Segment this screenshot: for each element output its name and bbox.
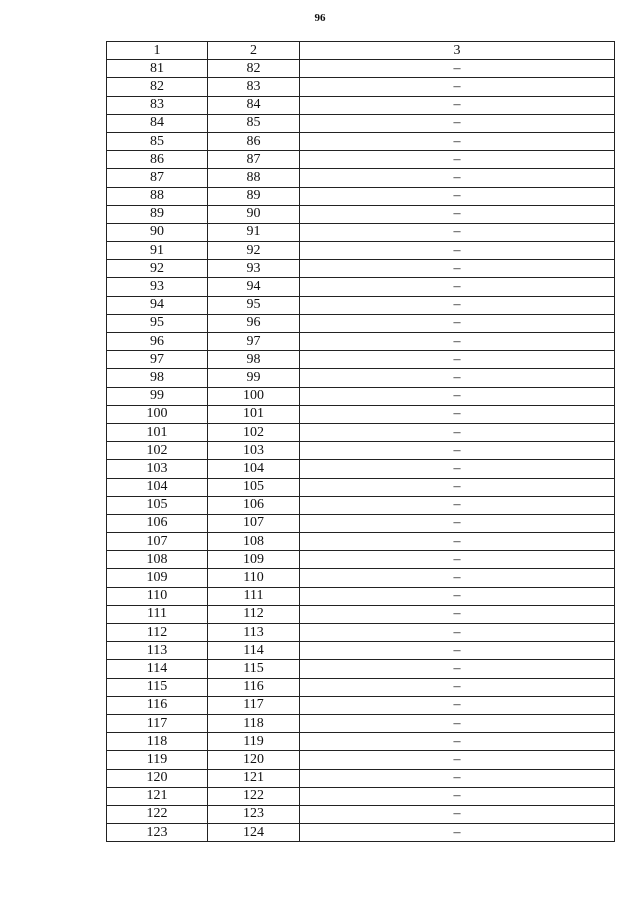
table-cell-col-3: – (300, 187, 615, 205)
table-row (107, 751, 615, 769)
table-row (107, 423, 615, 441)
table-cell-col-3: – (300, 460, 615, 478)
table-row (107, 660, 615, 678)
table-cell-col-2: 114 (208, 642, 300, 660)
table-cell-col-1: 96 (107, 333, 208, 351)
table-cell-col-3: – (300, 169, 615, 187)
table-cell-col-3: – (300, 769, 615, 787)
table-cell-col-1: 110 (107, 587, 208, 605)
table-cell-col-1: 88 (107, 187, 208, 205)
table-cell-col-2: 83 (208, 78, 300, 96)
table-cell-col-1: 89 (107, 205, 208, 223)
table-cell-col-2: 95 (208, 296, 300, 314)
table-cell-col-2: 108 (208, 533, 300, 551)
data-table (106, 41, 615, 842)
table-cell-col-2: 87 (208, 151, 300, 169)
table-cell-col-2: 113 (208, 624, 300, 642)
table-cell-col-1: 104 (107, 478, 208, 496)
table-row (107, 569, 615, 587)
table-cell-col-2: 98 (208, 351, 300, 369)
table-cell-col-1: 121 (107, 787, 208, 805)
table-cell-col-1: 109 (107, 569, 208, 587)
table-cell-col-2: 102 (208, 423, 300, 441)
table-row (107, 733, 615, 751)
table-cell-col-2: 94 (208, 278, 300, 296)
table-cell-col-2: 90 (208, 205, 300, 223)
table-cell-col-3: – (300, 514, 615, 532)
table-cell-col-2: 116 (208, 678, 300, 696)
table-cell-col-1: 107 (107, 533, 208, 551)
table-row (107, 787, 615, 805)
table-cell-col-3: – (300, 496, 615, 514)
table-row (107, 478, 615, 496)
table-cell-col-1: 83 (107, 96, 208, 114)
table-cell-col-1: 86 (107, 151, 208, 169)
table-cell-col-1: 111 (107, 605, 208, 623)
table-row (107, 314, 615, 332)
table-cell-col-3: – (300, 551, 615, 569)
table-cell-col-3: – (300, 96, 615, 114)
table-row (107, 114, 615, 132)
table-cell-col-3: – (300, 369, 615, 387)
table-row (107, 387, 615, 405)
table-cell-col-2: 107 (208, 514, 300, 532)
table-cell-col-3: – (300, 569, 615, 587)
table-cell-col-3: – (300, 151, 615, 169)
table-cell-col-2: 110 (208, 569, 300, 587)
table-cell-col-1: 101 (107, 423, 208, 441)
table-cell-col-3: – (300, 642, 615, 660)
table-cell-col-1: 118 (107, 733, 208, 751)
table-cell-col-3: – (300, 714, 615, 732)
table-row (107, 642, 615, 660)
table-cell-col-2: 82 (208, 60, 300, 78)
table-row (107, 278, 615, 296)
table-row (107, 769, 615, 787)
column-header-3: 3 (300, 42, 615, 60)
table-cell-col-2: 99 (208, 369, 300, 387)
table-cell-col-2: 104 (208, 460, 300, 478)
table-cell-col-1: 99 (107, 387, 208, 405)
table-cell-col-1: 92 (107, 260, 208, 278)
table-body (107, 60, 615, 842)
table-cell-col-1: 108 (107, 551, 208, 569)
table-cell-col-3: – (300, 478, 615, 496)
table-cell-col-1: 85 (107, 132, 208, 150)
table-row (107, 242, 615, 260)
table-cell-col-1: 103 (107, 460, 208, 478)
table-cell-col-3: – (300, 132, 615, 150)
table-row (107, 151, 615, 169)
table-row (107, 824, 615, 842)
table-cell-col-2: 123 (208, 805, 300, 823)
table-cell-col-3: – (300, 678, 615, 696)
table-cell-col-1: 95 (107, 314, 208, 332)
table-cell-col-1: 82 (107, 78, 208, 96)
table-cell-col-1: 81 (107, 60, 208, 78)
table-cell-col-2: 117 (208, 696, 300, 714)
table-cell-col-3: – (300, 78, 615, 96)
table-cell-col-3: – (300, 60, 615, 78)
table-cell-col-1: 100 (107, 405, 208, 423)
table-row (107, 496, 615, 514)
column-header-1: 1 (107, 42, 208, 60)
table-cell-col-3: – (300, 624, 615, 642)
table-cell-col-1: 119 (107, 751, 208, 769)
table-cell-col-2: 88 (208, 169, 300, 187)
table-row (107, 96, 615, 114)
table-header-row (107, 42, 615, 60)
column-header-2: 2 (208, 42, 300, 60)
table-cell-col-3: – (300, 333, 615, 351)
table-cell-col-2: 112 (208, 605, 300, 623)
table-cell-col-3: – (300, 114, 615, 132)
table-cell-col-3: – (300, 423, 615, 441)
table-row (107, 369, 615, 387)
table-cell-col-3: – (300, 260, 615, 278)
table-cell-col-2: 122 (208, 787, 300, 805)
table-row (107, 405, 615, 423)
table-cell-col-1: 113 (107, 642, 208, 660)
table-cell-col-2: 85 (208, 114, 300, 132)
table-cell-col-1: 97 (107, 351, 208, 369)
table-cell-col-2: 86 (208, 132, 300, 150)
table-cell-col-3: – (300, 314, 615, 332)
table-cell-col-2: 124 (208, 824, 300, 842)
table-row (107, 805, 615, 823)
table-cell-col-1: 106 (107, 514, 208, 532)
table-cell-col-1: 84 (107, 114, 208, 132)
table-cell-col-2: 91 (208, 223, 300, 241)
table-cell-col-2: 120 (208, 751, 300, 769)
table-cell-col-3: – (300, 387, 615, 405)
table-cell-col-2: 115 (208, 660, 300, 678)
table-row (107, 624, 615, 642)
table-row (107, 223, 615, 241)
table-cell-col-2: 96 (208, 314, 300, 332)
table-cell-col-1: 87 (107, 169, 208, 187)
table-cell-col-1: 94 (107, 296, 208, 314)
table-row (107, 351, 615, 369)
table-cell-col-1: 90 (107, 223, 208, 241)
table-row (107, 551, 615, 569)
table-cell-col-3: – (300, 296, 615, 314)
table-cell-col-1: 105 (107, 496, 208, 514)
table-cell-col-3: – (300, 587, 615, 605)
table-cell-col-3: – (300, 696, 615, 714)
table-cell-col-3: – (300, 605, 615, 623)
table-cell-col-3: – (300, 805, 615, 823)
table-cell-col-2: 119 (208, 733, 300, 751)
table-row (107, 442, 615, 460)
table-cell-col-2: 111 (208, 587, 300, 605)
table-cell-col-2: 100 (208, 387, 300, 405)
table-cell-col-1: 102 (107, 442, 208, 460)
table-cell-col-3: – (300, 533, 615, 551)
table-cell-col-3: – (300, 278, 615, 296)
page-number: 96 (314, 12, 326, 24)
table-row (107, 296, 615, 314)
table-cell-col-2: 109 (208, 551, 300, 569)
table-cell-col-2: 93 (208, 260, 300, 278)
table-cell-col-1: 91 (107, 242, 208, 260)
table-cell-col-2: 103 (208, 442, 300, 460)
table-cell-col-3: – (300, 787, 615, 805)
table-cell-col-2: 105 (208, 478, 300, 496)
table-cell-col-1: 120 (107, 769, 208, 787)
table-row (107, 78, 615, 96)
table-cell-col-3: – (300, 205, 615, 223)
table-row (107, 460, 615, 478)
table-row (107, 132, 615, 150)
table-row (107, 533, 615, 551)
table-cell-col-1: 123 (107, 824, 208, 842)
table-cell-col-2: 118 (208, 714, 300, 732)
table-cell-col-3: – (300, 242, 615, 260)
table-cell-col-3: – (300, 733, 615, 751)
table-row (107, 60, 615, 78)
table-row (107, 169, 615, 187)
table-cell-col-1: 93 (107, 278, 208, 296)
table-cell-col-2: 84 (208, 96, 300, 114)
table-cell-col-3: – (300, 223, 615, 241)
table-row (107, 696, 615, 714)
table-row (107, 587, 615, 605)
table-cell-col-2: 121 (208, 769, 300, 787)
table-cell-col-1: 116 (107, 696, 208, 714)
table-row (107, 333, 615, 351)
table-cell-col-1: 122 (107, 805, 208, 823)
table-row (107, 260, 615, 278)
table-cell-col-3: – (300, 751, 615, 769)
table-cell-col-1: 112 (107, 624, 208, 642)
table-cell-col-2: 101 (208, 405, 300, 423)
table-cell-col-2: 97 (208, 333, 300, 351)
table-cell-col-3: – (300, 442, 615, 460)
table-cell-col-1: 98 (107, 369, 208, 387)
table-cell-col-2: 106 (208, 496, 300, 514)
table-row (107, 205, 615, 223)
table-row (107, 187, 615, 205)
table-cell-col-3: – (300, 824, 615, 842)
table-cell-col-3: – (300, 660, 615, 678)
table-cell-col-3: – (300, 405, 615, 423)
table-cell-col-1: 115 (107, 678, 208, 696)
table-cell-col-2: 92 (208, 242, 300, 260)
table-cell-col-1: 117 (107, 714, 208, 732)
table-row (107, 714, 615, 732)
table-cell-col-1: 114 (107, 660, 208, 678)
table-row (107, 514, 615, 532)
table-row (107, 678, 615, 696)
table-cell-col-2: 89 (208, 187, 300, 205)
table-row (107, 605, 615, 623)
table-cell-col-3: – (300, 351, 615, 369)
